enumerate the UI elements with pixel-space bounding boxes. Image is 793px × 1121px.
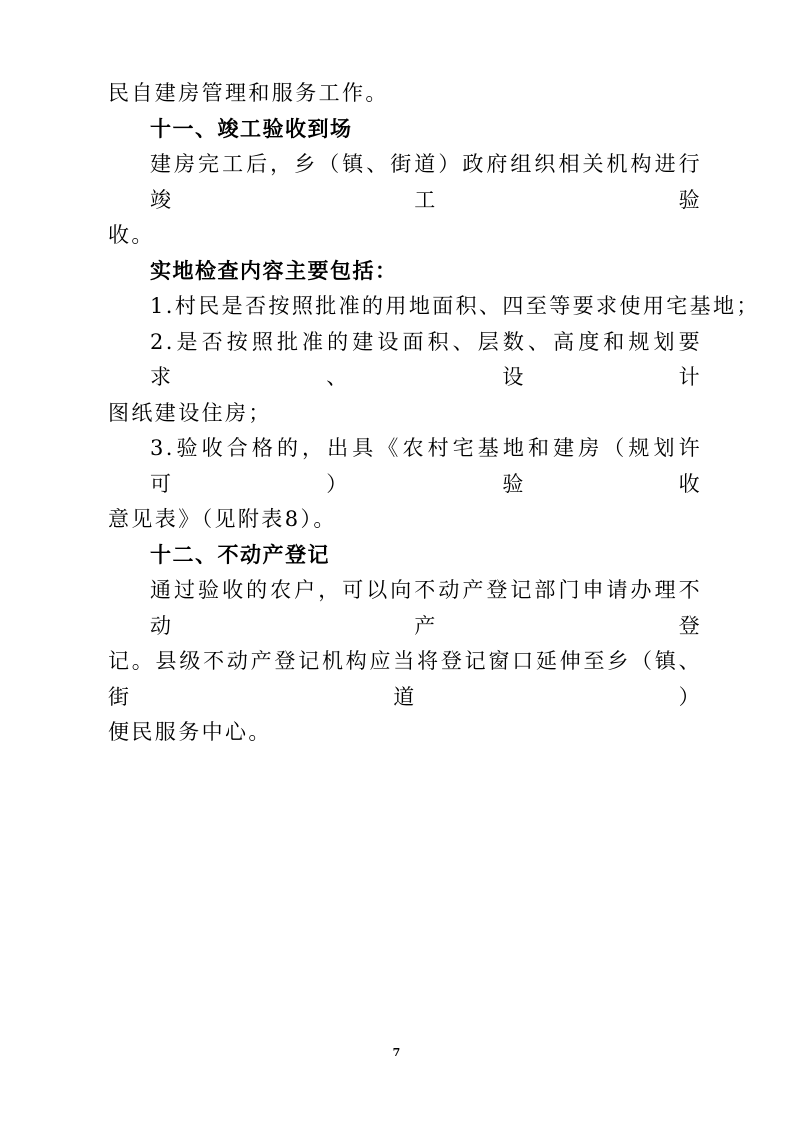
paragraph-line: 民自建房管理和服务工作。 (108, 81, 389, 105)
list-item-line: 意见表》（见附表8）。 (108, 507, 337, 531)
page-number: 7 (392, 1046, 401, 1059)
list-item-line: 3.验收合格的，出具《农村宅基地和建房（规划许可）验收 (150, 436, 702, 496)
section-heading-completion-acceptance: 十一、竣工验收到场 (150, 116, 353, 141)
paragraph-line: 记。县级不动产登记机构应当将登记窗口延伸至乡（镇、街道） (108, 649, 702, 709)
list-item-line: 1.村民是否按照批准的用地面积、四至等要求使用宅基地； (150, 294, 760, 318)
document-body (108, 76, 760, 751)
paragraph-line: 便民服务中心。 (108, 720, 272, 744)
list-item-line: 图纸建设住房； (108, 400, 272, 425)
paragraph-line: 建房完工后，乡（镇、街道）政府组织相关机构进行竣工验 (150, 152, 702, 212)
paragraph-line: 收。 (108, 223, 155, 247)
section-heading-real-estate-registration: 十二、不动产登记 (150, 542, 330, 567)
subheading-inspection-contents: 实地检查内容主要包括： (150, 258, 398, 283)
paragraph-line: 通过验收的农户，可以向不动产登记部门申请办理不动产登 (150, 578, 702, 638)
list-item-line: 2.是否按照批准的建设面积、层数、高度和规划要求、设计 (150, 329, 702, 389)
